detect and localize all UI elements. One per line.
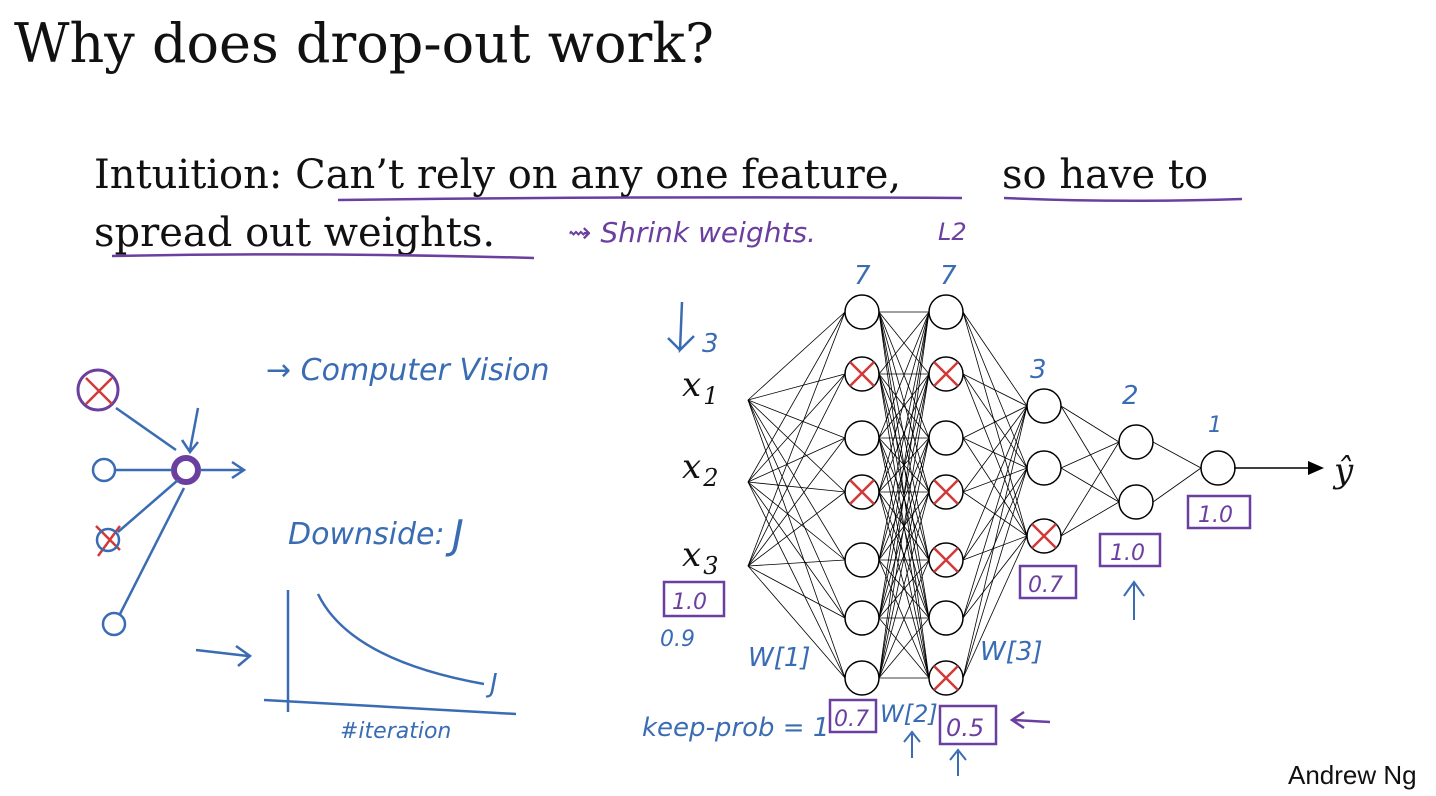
keep-layer2: 0.5: [946, 714, 985, 742]
edge: [116, 408, 176, 450]
keep-input: 1.0: [672, 590, 707, 615]
network-edge: [748, 312, 845, 482]
network-node: [929, 295, 963, 329]
network-node: [1027, 451, 1061, 485]
network-edge: [963, 406, 1027, 560]
network-edge: [748, 482, 845, 560]
downside-j: J: [452, 512, 464, 558]
keep-layer1: 0.7: [834, 707, 869, 732]
network-edge: [963, 374, 1027, 468]
network-edge: [963, 406, 1027, 438]
intuition-comma: ,: [888, 152, 902, 198]
network-edge: [748, 400, 845, 678]
up-arrow-icon: [904, 732, 920, 758]
network-edge: [748, 374, 845, 566]
layer5-size: 1: [1208, 413, 1222, 438]
iteration-label: #iteration: [340, 719, 452, 744]
underline-feature: [338, 197, 962, 200]
network-edge: [748, 482, 845, 492]
network-edge: [1153, 442, 1201, 468]
down-arrow-icon: [182, 408, 198, 452]
network-node: [845, 661, 879, 695]
network-node: [1119, 425, 1153, 459]
keep-layer5: 1.0: [1198, 503, 1233, 528]
edge: [118, 480, 178, 532]
slide-title: Why does drop-out work?: [14, 12, 714, 75]
output-arrow-icon: [200, 462, 244, 478]
input-node-4: [103, 613, 125, 635]
keep-prob-note: keep-prob = 1: [642, 713, 830, 743]
arrow-icon: [196, 646, 250, 666]
network-node: [845, 601, 879, 635]
network-edge: [748, 312, 845, 566]
network-node: [845, 543, 879, 577]
computer-vision-note: → Computer Vision: [266, 353, 550, 388]
network-edge: [963, 312, 1027, 406]
output-yhat: ŷ: [1334, 451, 1354, 491]
underline-so-have-to: [1004, 198, 1242, 201]
network-edge: [748, 400, 845, 492]
network-edge: [963, 312, 1027, 536]
network-edge: [748, 400, 845, 560]
input-x1: $x_1$: [682, 365, 719, 410]
x-axis: [264, 700, 516, 714]
curve-j: J: [490, 669, 498, 699]
network-edge: [963, 374, 1027, 406]
layer3-size: 3: [1030, 355, 1047, 385]
network-edge: [748, 374, 845, 482]
network-edge: [1061, 502, 1119, 536]
target-unit: [174, 458, 198, 482]
network-edge: [748, 560, 845, 566]
output-arrow-icon: [1308, 461, 1324, 475]
cross-icon: [86, 378, 112, 404]
network-node: [845, 295, 879, 329]
l2-note: L2: [938, 218, 967, 246]
network-edge: [748, 566, 845, 618]
network-node: [929, 601, 963, 635]
keep-layer3: 0.7: [1028, 573, 1063, 598]
weight-w2: W[2]: [880, 700, 938, 728]
network-node: [929, 421, 963, 455]
intuition-line-2: spread out weights.: [94, 210, 496, 256]
up-arrow-icon: [950, 750, 966, 776]
network-edge: [1061, 406, 1119, 442]
network-node: [1201, 451, 1235, 485]
input-node-2: [93, 459, 115, 481]
network-edge: [963, 468, 1027, 492]
keep-layer4: 1.0: [1110, 541, 1145, 566]
cost-curve: [318, 594, 484, 684]
input-x2: $x_2$: [682, 447, 719, 492]
weight-w3: W[3]: [980, 637, 1043, 667]
cost-curve-sketch: [196, 590, 516, 714]
intuition-prefix: Intuition:: [94, 152, 296, 198]
keep-input-alt: 0.9: [660, 627, 695, 652]
intuition-phrase-a: Can’t rely on any one feature: [295, 152, 889, 198]
layer2-size: 7: [940, 261, 957, 291]
up-arrow-icon: [1124, 582, 1144, 620]
layer4-size: 2: [1122, 381, 1139, 411]
shrink-weights-note: ⇝ Shrink weights.: [568, 216, 816, 249]
network-node: [845, 421, 879, 455]
downside-note: Downside:: [288, 517, 445, 552]
intuition-phrase-b: so have to: [1002, 152, 1209, 198]
left-arrow-icon: [1012, 712, 1050, 728]
weight-w1: W[1]: [748, 643, 811, 673]
input-node-3: [97, 529, 119, 551]
network-edge: [963, 468, 1027, 560]
author-credit: Andrew Ng: [1288, 760, 1417, 790]
network-edge: [1061, 442, 1119, 468]
network-node: [1119, 485, 1153, 519]
input-x3: $x_3$: [682, 535, 719, 580]
layer1-size: 7: [854, 261, 871, 291]
network-edge: [963, 406, 1027, 492]
network-edge: [1061, 468, 1119, 502]
edge: [120, 488, 184, 614]
network-edge: [1061, 406, 1119, 502]
network-node: [1027, 389, 1061, 423]
intuition-line-1: [94, 152, 901, 198]
network-edge: [748, 438, 845, 482]
down-arrow-icon: [668, 302, 694, 350]
input-dim: 3: [702, 329, 719, 359]
network-edge: [1061, 442, 1119, 536]
single-unit-diagram: [78, 370, 244, 635]
